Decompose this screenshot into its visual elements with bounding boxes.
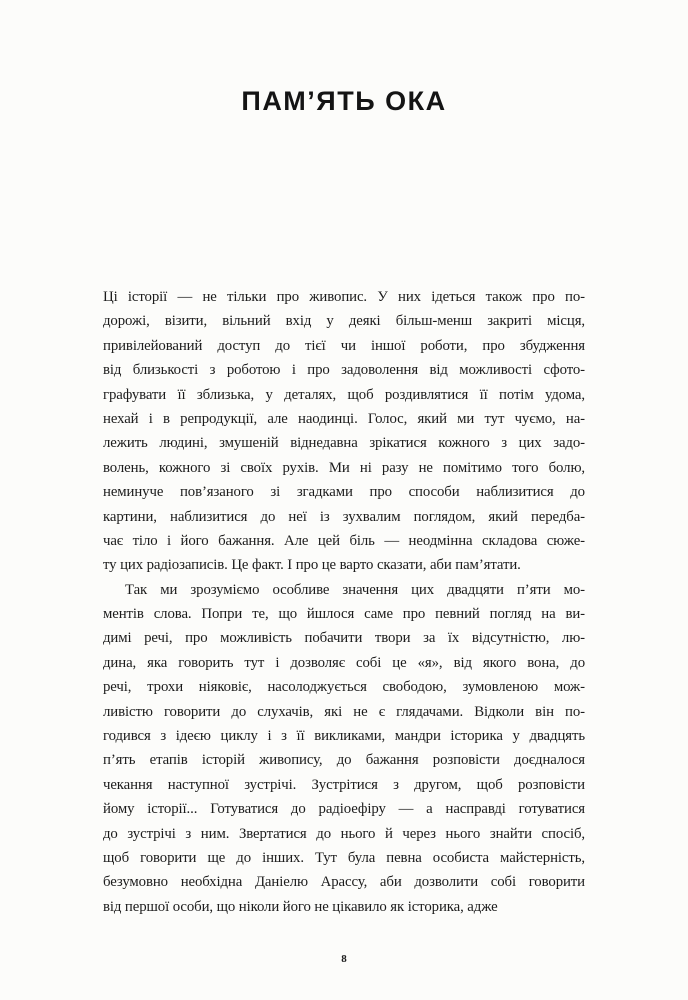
paragraph [103, 285, 585, 578]
text-line: годився з ідеєю циклу і з її викликами, мандри історика у двадцять [103, 728, 585, 745]
text-line: чекання наступної зустрічі. Зустрітися з другом, щоб розповісти [103, 776, 585, 793]
text-line: Так ми зрозуміємо особливе значення цих двадцяти п’яти мо- [125, 581, 585, 598]
text-line: речі, трохи ніяковіє, насолоджується свободою, зумовленою мож- [103, 679, 585, 696]
text-line: дина, яка говорить тут і дозволяє собі це «я», від якого вона, до [103, 654, 585, 671]
text-line: неминуче пов’язаного зі згадками про способи наблизитися до [103, 484, 585, 501]
text-line: димі речі, про можливість побачити твори за їх відсутністю, лю- [103, 630, 585, 647]
chapter-title: ПАМ’ЯТЬ ОКА [241, 86, 447, 116]
text-line: ливістю говорити до слухачів, які не є глядачами. Відколи він по- [103, 703, 585, 720]
text-line: лежить людині, змушеній віднедавна зрікатися кожного з цих задо- [103, 435, 585, 452]
text-line: йому історії... Готуватися до радіоефіру — а насправді готуватися [103, 801, 585, 818]
page-number: 8 [341, 953, 347, 965]
text-line: від близькості з роботою і про задоволення від можливості сфото- [103, 362, 585, 379]
text-line: ту цих радіозаписів. Це факт. І про це варто сказати, аби пам’ятати. [103, 557, 521, 574]
text-line: безумовно необхідна Даніелю Арассу, аби дозволити собі говорити [103, 874, 585, 891]
text-line: волень, кожного зі своїх рухів. Ми ні разу не помітимо того болю, [103, 459, 585, 476]
text-line: ментів слова. Попри те, що йшлося саме про певний погляд на ви- [103, 606, 585, 623]
text-line: Ці історії — не тільки про живопис. У них ідеться також про по- [103, 289, 585, 305]
text-line: графувати її зблизька, у деталях, щоб роздивлятися її потім удома, [103, 386, 585, 403]
text-line: щоб говорити ще до інших. Тут була певна особиста майстерність, [103, 849, 585, 866]
text-line: п’ять етапів історій живопису, до бажання розповісти доєдналося [103, 752, 585, 769]
text-line: привілейований доступ до тієї чи іншої роботи, про збудження [103, 337, 585, 354]
text-line: нехай і в репродукції, але наодинці. Голос, який ми тут чуємо, на- [103, 410, 585, 427]
text-line: до зустрічі з ним. Звертатися до нього й через нього знайти спосіб, [103, 825, 585, 842]
text-line: чає тіло і його бажання. Але цей біль — неодмінна складова сюже- [103, 532, 585, 549]
text-line: дорожі, візити, вільний вхід у деякі більш-менш закриті місця, [103, 313, 585, 330]
text-line: картини, наблизитися до неї із зухвалим поглядом, який передба- [103, 508, 585, 525]
text-line: від першої особи, що ніколи його не цікавило як історика, адже [103, 898, 498, 915]
text-block [103, 285, 585, 919]
paragraph [103, 578, 585, 919]
